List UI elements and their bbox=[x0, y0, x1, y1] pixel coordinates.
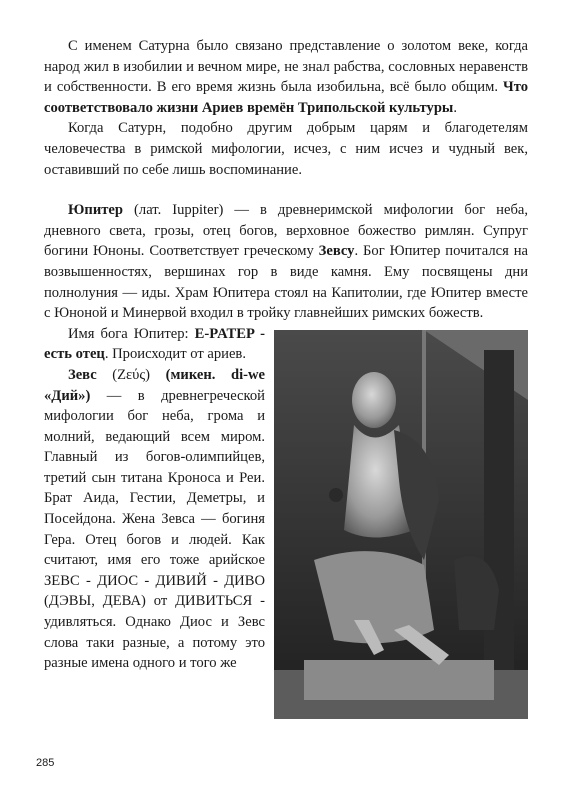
paragraph-name-origin: Имя бога Юпитер: E-PATEP - есть отец. Происходит от ариев. bbox=[44, 325, 266, 363]
page-number: 285 bbox=[36, 757, 55, 769]
bold-mycenaean: (микен. di-we «Дий») bbox=[44, 366, 265, 404]
term-zeus: Зевс bbox=[68, 366, 97, 383]
paragraph-saturn-golden-age: С именем Сатурна было связано представление о золотом веке, когда народ жил в изобилии и вечном мире, не знал рабства, сословных неравенств и собственности. В его время жизнь была изобильна, всё было общим. Что соответствовало жизни Ариев времён Трипольской культуры. bbox=[44, 38, 528, 116]
paragraph-zeus: Зевс (Ζεύς) (микен. di-we «Дий») — в древнегреческой мифологии бог неба, грома и молний, ведающий всем миром. Главный из богов-олимпийцев, третий сын титана Кроноса и Реи. Брат Аида, Гестии, Деметры, и Посейдона. Жена Зевса — богиня Гера. Отец богов и людей. Как считают, имя его тоже арийское ЗЕВС - ДИОС - ДИВИЙ - ДИВО (ДЭВЫ, ДЕВА) от ДИВИТЬСЯ - удивляться. Однако Диос и Зевс слова таки разные, а потому это разные имена одного и того же bbox=[44, 366, 265, 672]
term-zeus-ref: Зевсу bbox=[318, 243, 355, 260]
page-body bbox=[44, 36, 528, 721]
term-jupiter: Юпитер bbox=[68, 202, 124, 219]
jupiter-statue-photo bbox=[274, 330, 528, 719]
paragraph-jupiter: Юпитер (лат. Iuppiter) — в древнеримской мифологии бог неба, дневного света, грозы, отец богов, верховное божество римлян. Супруг богини Юноны. Соответствует греческому Зевсу. Бог Юпитер почитался на возвышенностях, вершинах гор в виде камня. Ему посвящены дни полнолуния — иды. Храм Юпитера стоял на Капитолии, где Юпитер вместе с Юноной и Минервой входил в тройку главнейших римских божеств. bbox=[44, 202, 528, 322]
bold-epater: E-PATEP - есть отец bbox=[44, 325, 266, 363]
paragraph-saturn-disappeared: Когда Сатурн, подобно другим добрым царям и благодетелям человечества в римской мифологии, исчез, с ним исчез и чудный век, оставивший по себе лишь воспоминание. bbox=[44, 120, 528, 178]
bold-aryans-statement: Что соответствовало жизни Ариев времён Трипольской культуры bbox=[44, 79, 528, 116]
